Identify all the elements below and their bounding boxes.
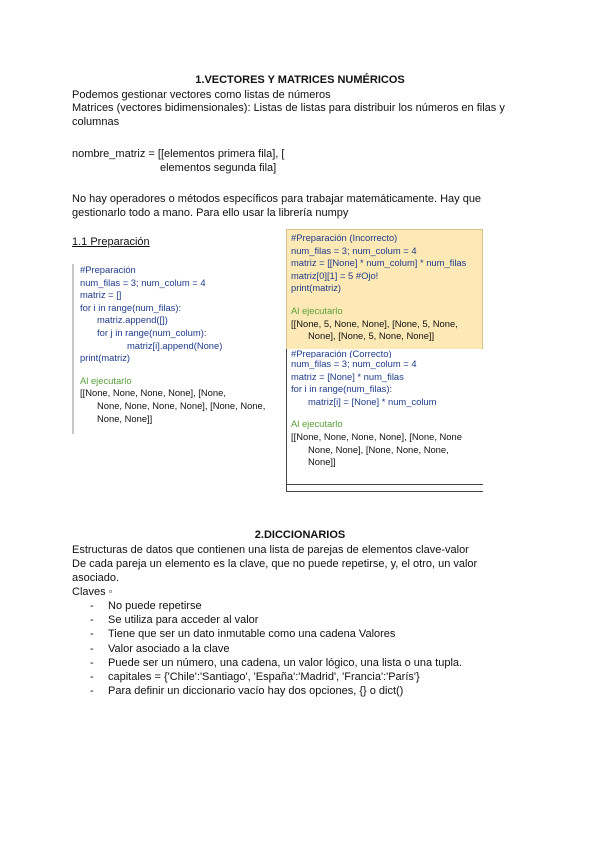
code-line: num_filas = 3; num_colum = 4: [291, 244, 417, 256]
code-line: matriz = []: [80, 289, 122, 301]
list-item: - Tiene que ser un dato inmutable como una cadena Valores: [72, 627, 532, 641]
code-line: matriz[i] = [None] * num_colum: [308, 395, 437, 407]
paragraph-claves: Claves ◦: [72, 586, 113, 598]
code-block-correcto: [286, 349, 483, 492]
code-line: matriz = [None] * num_filas: [291, 370, 404, 382]
code-block-incorrecto: [286, 229, 483, 353]
output-line: [[None, 5, None, None], [None, 5, None,: [291, 317, 458, 329]
output-line: [[None, None, None, None], [None, None: [291, 430, 462, 442]
output-line: None], [None, 5, None, None]]: [308, 330, 435, 342]
list-item: - Valor asociado a la clave: [72, 642, 532, 656]
paragraph-vectores: Podemos gestionar vectores como listas de números: [72, 89, 331, 101]
run-label: Al ejecutarlo: [291, 418, 343, 430]
paragraph-numpy: No hay operadores o métodos específicos para trabajar matemáticamente. Hay que gestionarlo todo a mano. Para ello usar la librería numpy: [72, 193, 482, 219]
code-line: for j in range(num_colum):: [97, 326, 207, 338]
list-item: - Puede ser un número, una cadena, un valor lógico, una lista o una tupla.: [72, 656, 532, 670]
code-line: num_filas = 3; num_colum = 4: [80, 276, 206, 288]
section-title-diccionarios: 2.DICCIONARIOS: [254, 529, 346, 541]
output-line: None, None, None, None], [None, None,: [97, 399, 266, 411]
code-line: num_filas = 3; num_colum = 4: [291, 358, 417, 369]
divider: [287, 484, 483, 485]
output-line: [[None, None, None, None], [None,: [80, 387, 226, 399]
subsection-title-preparacion: 1.1 Preparación: [72, 236, 150, 248]
section-title-vectores: 1.VECTORES Y MATRICES NUMÉRICOS: [195, 74, 405, 86]
dictionary-list: [72, 599, 532, 698]
output-line: None]]: [308, 456, 336, 468]
list-item: - No puede repetirse: [72, 599, 532, 613]
code-line: matriz[0][1] = 5 #Ojo!: [291, 269, 379, 281]
code-line: print(matriz): [80, 352, 131, 364]
code-line: for i in range(num_filas):: [291, 383, 393, 395]
run-label: Al ejecutarlo: [80, 374, 132, 386]
code-block-preparacion: [72, 264, 268, 434]
code-line: print(matriz): [291, 282, 342, 294]
output-line: None, None]]: [97, 412, 153, 424]
code-line: #Preparación (Incorrecto): [291, 232, 398, 243]
output-line: None, None], [None, None, None,: [308, 443, 449, 455]
paragraph-matrices: Matrices (vectores bidimensionales): Listas de listas para distribuir los números en filas y columnas: [72, 102, 505, 128]
paragraph-pareja: De cada pareja un elemento es la clave, que no puede repetirse, y, el otro, un valor asociado.: [72, 558, 478, 584]
code-line: matriz[i].append(None): [127, 339, 223, 351]
code-line: matriz.append([]): [97, 314, 168, 326]
code-line: matriz = [[None] * num_colum] * num_filas: [291, 257, 467, 269]
code-line: for i in range(num_filas):: [80, 301, 182, 313]
code-line: #Preparación: [80, 264, 136, 275]
syntax-line-1: nombre_matriz = [[elementos primera fila], [: [72, 148, 285, 160]
run-label: Al ejecutarlo: [291, 304, 343, 316]
list-item: - Para definir un diccionario vacío hay dos opciones, {} o dict(): [72, 684, 532, 698]
list-item: - Se utiliza para acceder al valor: [72, 613, 532, 627]
syntax-line-2: elementos segunda fila]: [160, 162, 277, 174]
code-header: #Preparación (Correcto): [291, 349, 392, 358]
list-item: - capitales = {'Chile':'Santiago', 'España':'Madrid', 'Francia':'París'}: [72, 670, 532, 684]
paragraph-estructuras: Estructuras de datos que contienen una lista de parejas de elementos clave-valor: [72, 544, 469, 556]
